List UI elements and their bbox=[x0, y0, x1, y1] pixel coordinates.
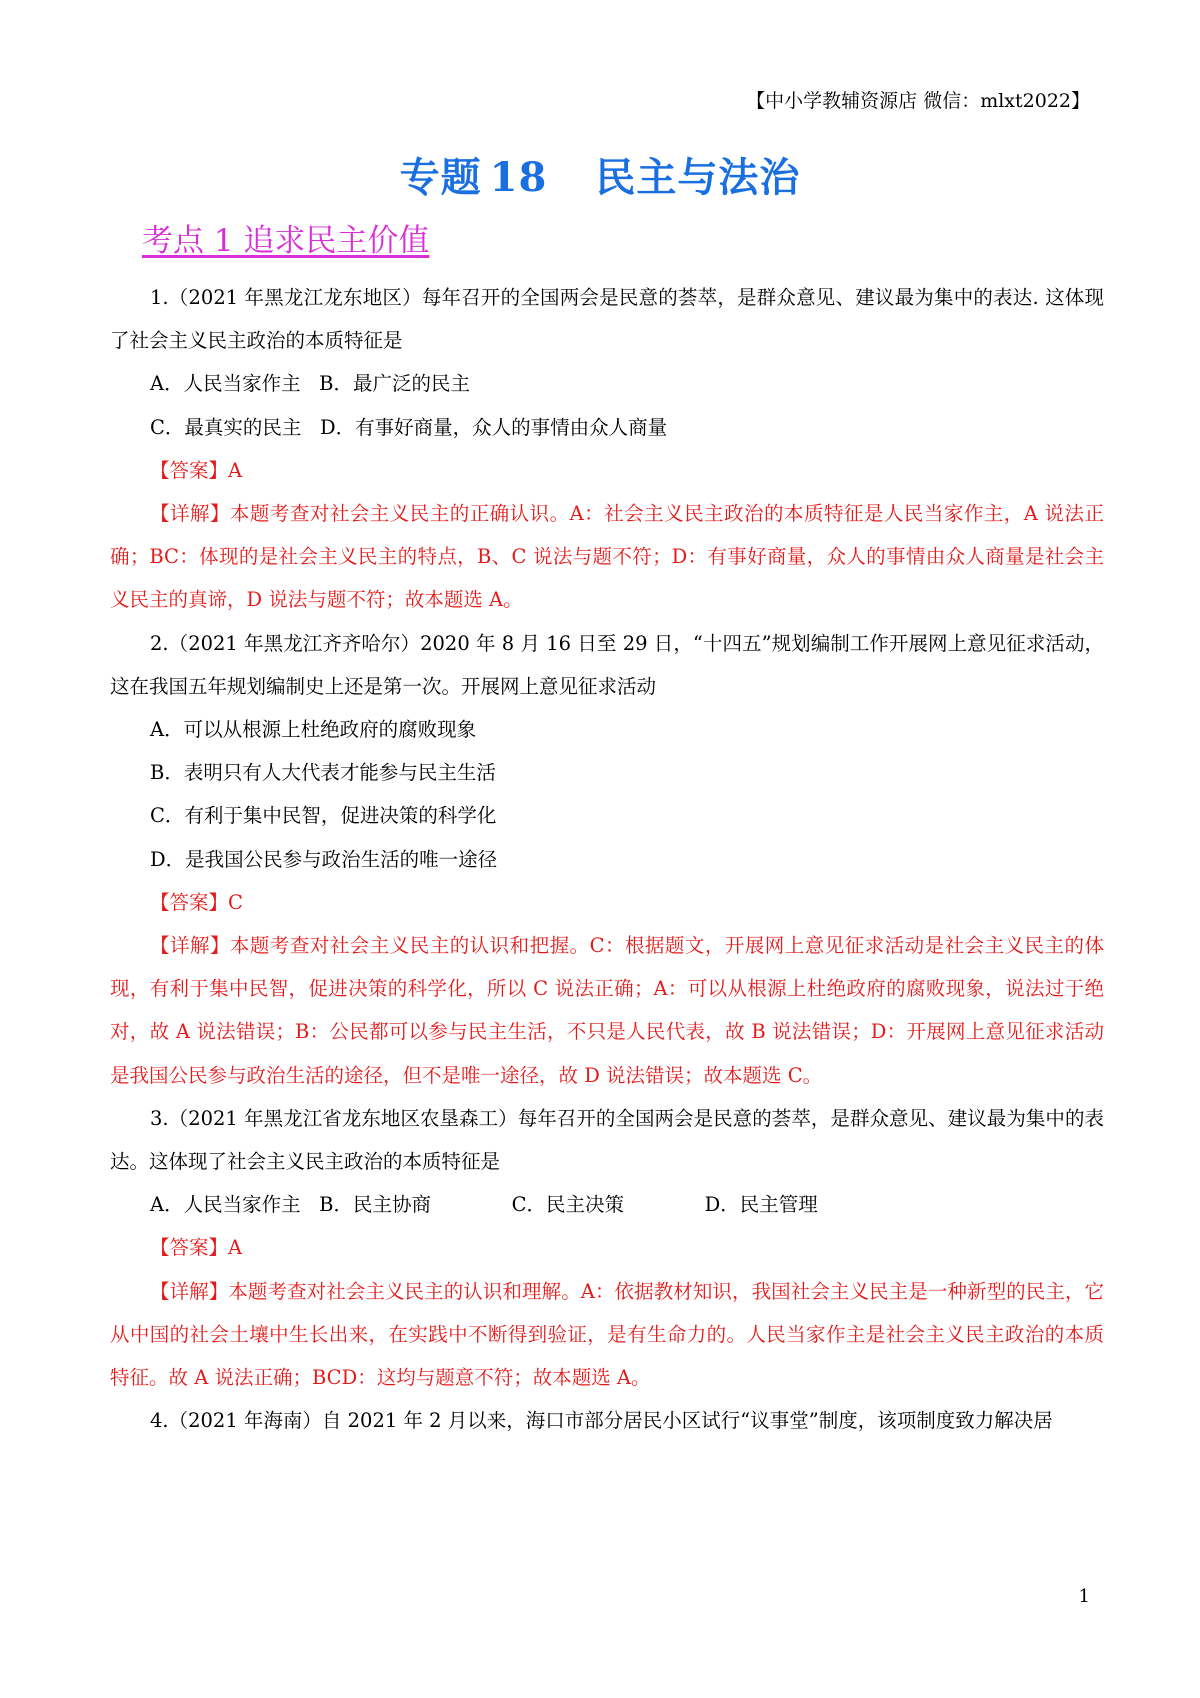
question-options: A．可以从根源上杜绝政府的腐败现象 bbox=[150, 718, 477, 742]
page-title bbox=[0, 146, 1200, 203]
question-stem: 2.（2021 年黑龙江齐齐哈尔）2020 年 8 月 16 日至 29 日，“十四五”规划编制工作开展网上意见征求活动，这在我国五年规划编制史上还是第一次。开展网上意见征求活动 bbox=[110, 631, 1104, 698]
question-stem: 3.（2021 年黑龙江省龙东地区农垦森工）每年召开的全国两会是民意的荟萃，是群众意见、建议最为集中的表达。这体现了社会主义民主政治的本质特征是 bbox=[110, 1106, 1104, 1174]
question-stem: 4.（2021 年海南）自 2021 年 2 月以来，海口市部分居民小区试行“议事堂”制度，该项制度致力解决居 bbox=[150, 1409, 1053, 1433]
question-options: A．人民当家作主 B．最广泛的民主 bbox=[150, 372, 471, 396]
explanation: 【详解】本题考查对社会主义民主的认识和理解。A：依据教材知识，我国社会主义民主是一种新型的民主，它从中国的社会土壤中生长出来，在实践中不断得到验证，是有生命力的。人民当家作主是社会主义民主政治的本质特征。故 A 说法正确；BCD：这均与题意不符；故本题选 A。 bbox=[110, 1279, 1104, 1390]
question-list bbox=[110, 276, 1104, 1442]
question-options: C．有利于集中民智，促进决策的科学化 bbox=[150, 804, 497, 828]
title-prefix: 专题 bbox=[399, 154, 482, 201]
question-options: C．最真实的民主 D．有事好商量，众人的事情由众人商量 bbox=[150, 415, 668, 439]
explanation: 【详解】本题考查对社会主义民主的正确认识。A：社会主义民主政治的本质特征是人民当家作主，A 说法正确；BC：体现的是社会主义民主的特点，B、C 说法与题不符；D：有事好商量，众人的事情由众人商量是社会主义民主的真谛，D 说法与题不符；故本题选 A。 bbox=[110, 502, 1104, 612]
title-number: 18 bbox=[489, 154, 548, 201]
section-heading: 考点 1 追求民主价值 bbox=[142, 223, 430, 259]
page-number: 1 bbox=[1078, 1586, 1090, 1607]
question-stem: 1.（2021 年黑龙江龙东地区）每年召开的全国两会是民意的荟萃，是群众意见、建议最为集中的表达. 这体现了社会主义民主政治的本质特征是 bbox=[110, 286, 1104, 353]
header-note: 【中小学教辅资源店 微信：mlxt2022】 bbox=[746, 90, 1090, 112]
question-options: B．表明只有人大代表才能参与民主生活 bbox=[150, 761, 496, 785]
answer: 【答案】C bbox=[150, 890, 243, 914]
title-text: 民主与法治 bbox=[595, 154, 801, 201]
question-options: D．是我国公民参与政治生活的唯一途径 bbox=[150, 847, 498, 871]
answer: 【答案】A bbox=[150, 458, 243, 482]
explanation: 【详解】本题考查对社会主义民主的认识和把握。C：根据题文，开展网上意见征求活动是社会主义民主的体现，有利于集中民智，促进决策的科学化，所以 C 说法正确；A：可以从根源上杜绝政府的腐败现象，说法过于绝对，故 A 说法错误；B：公民都可以参与民主生活，不只是人民代表，故 B 说法错误；D：开展网上意见征求活动是我国公民参与政治生活的途径，但不是唯一途径，故 D 说法错误；故本题选 C。 bbox=[110, 934, 1104, 1087]
answer: 【答案】A bbox=[150, 1236, 243, 1260]
question-options: A．人民当家作主 B．民主协商 C．民主决策 D．民主管理 bbox=[150, 1193, 818, 1217]
